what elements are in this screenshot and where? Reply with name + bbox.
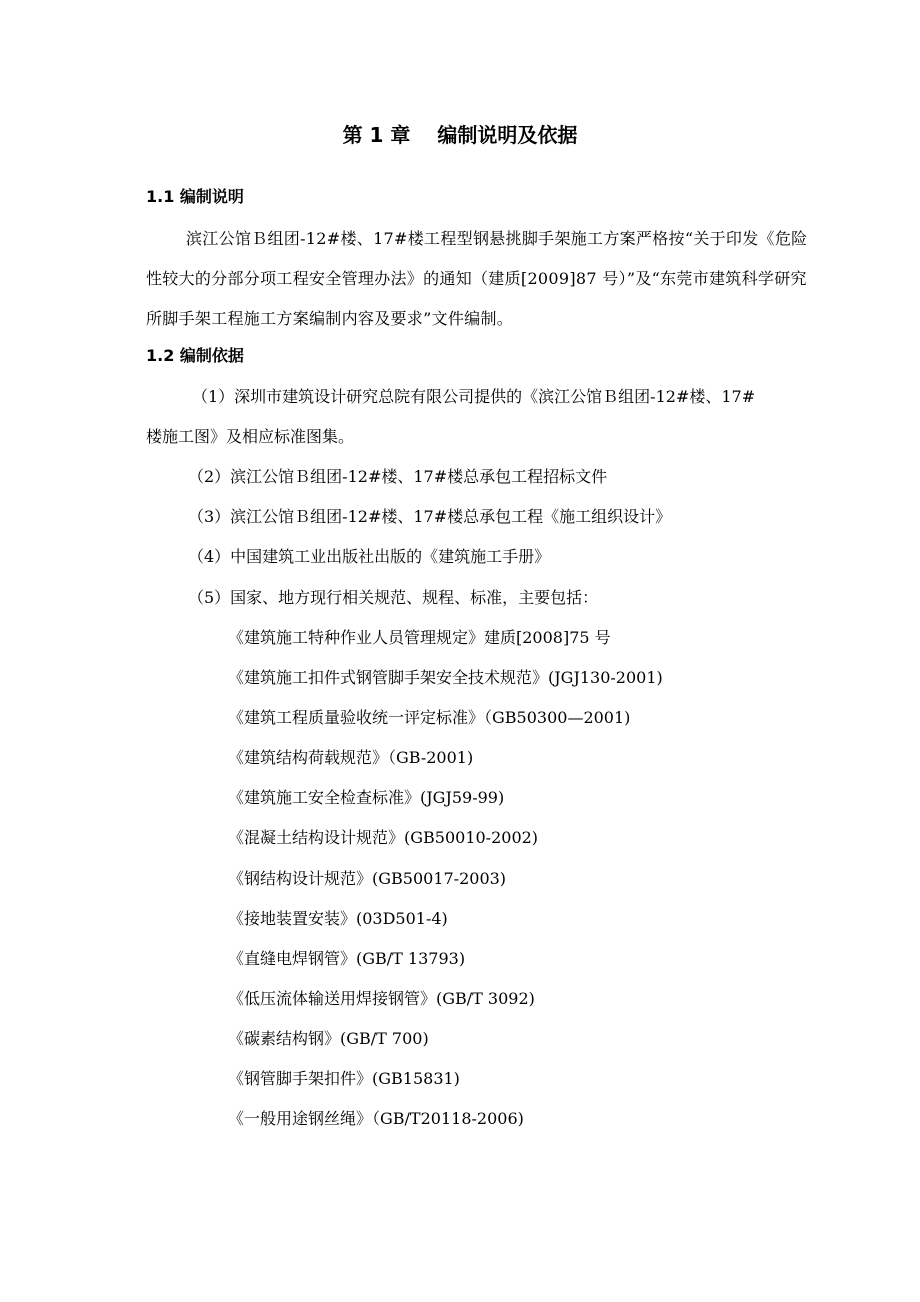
standard-item: 《建筑工程质量验收统一评定标准》（GB50300—2001): [228, 708, 631, 727]
standard-item: 《建筑结构荷载规范》（GB-2001): [228, 748, 474, 767]
standard-item: 《混凝土结构设计规范》(GB50010-2002): [228, 828, 539, 847]
basis-item-3: （3）滨江公馆Ｂ组团-12#楼、17#楼总承包工程《施工组织设计》: [188, 507, 672, 526]
basis-item-5: （5）国家、地方现行相关规范、规程、标准，主要包括：: [188, 588, 599, 607]
basis-item-1-line1: （1）深圳市建筑设计研究总院有限公司提供的《滨江公馆Ｂ组团-12#楼、17#: [192, 387, 756, 406]
standard-item: 《建筑施工扣件式钢管脚手架安全技术规范》(JGJ130-2001): [228, 668, 663, 687]
chapter-title: 第 1 章 编制说明及依据: [342, 123, 578, 147]
standard-item: 《一般用途钢丝绳》（GB/T20118-2006): [228, 1109, 524, 1128]
basis-item-1-line2: 楼施工图》及相应标准图集。: [146, 427, 355, 446]
section-heading-1-1: 1.1 编制说明: [146, 187, 244, 206]
standard-item: 《钢结构设计规范》(GB50017-2003): [228, 869, 507, 888]
section-heading-1-2: 1.2 编制依据: [146, 346, 244, 365]
section-1-1-paragraph: 滨江公馆Ｂ组团-12#楼、17#楼工程型钢悬挑脚手架施工方案严格按“关于印发《危险性较大的分部分项工程安全管理办法》的通知（建质[2009]87 号）”及“东莞市建筑科学研究所脚手架工程施工方案编制内容及要求”文件编制。: [146, 229, 808, 328]
basis-item-4: （4）中国建筑工业出版社出版的《建筑施工手册》: [188, 547, 551, 566]
standard-item: 《碳素结构钢》(GB/T 700): [228, 1029, 429, 1048]
basis-item-2: （2）滨江公馆Ｂ组团-12#楼、17#楼总承包工程招标文件: [188, 467, 608, 486]
standard-item: 《直缝电焊钢管》(GB/T 13793): [228, 949, 466, 968]
standard-item: 《接地装置安装》(03D501-4): [228, 909, 448, 928]
standard-item: 《建筑施工安全检查标准》(JGJ59-99): [228, 788, 505, 807]
standard-item: 《建筑施工特种作业人员管理规定》建质[2008]75 号: [228, 628, 611, 647]
standard-item: 《钢管脚手架扣件》(GB15831): [228, 1069, 460, 1088]
standard-item: 《低压流体输送用焊接钢管》(GB/T 3092): [228, 989, 535, 1008]
